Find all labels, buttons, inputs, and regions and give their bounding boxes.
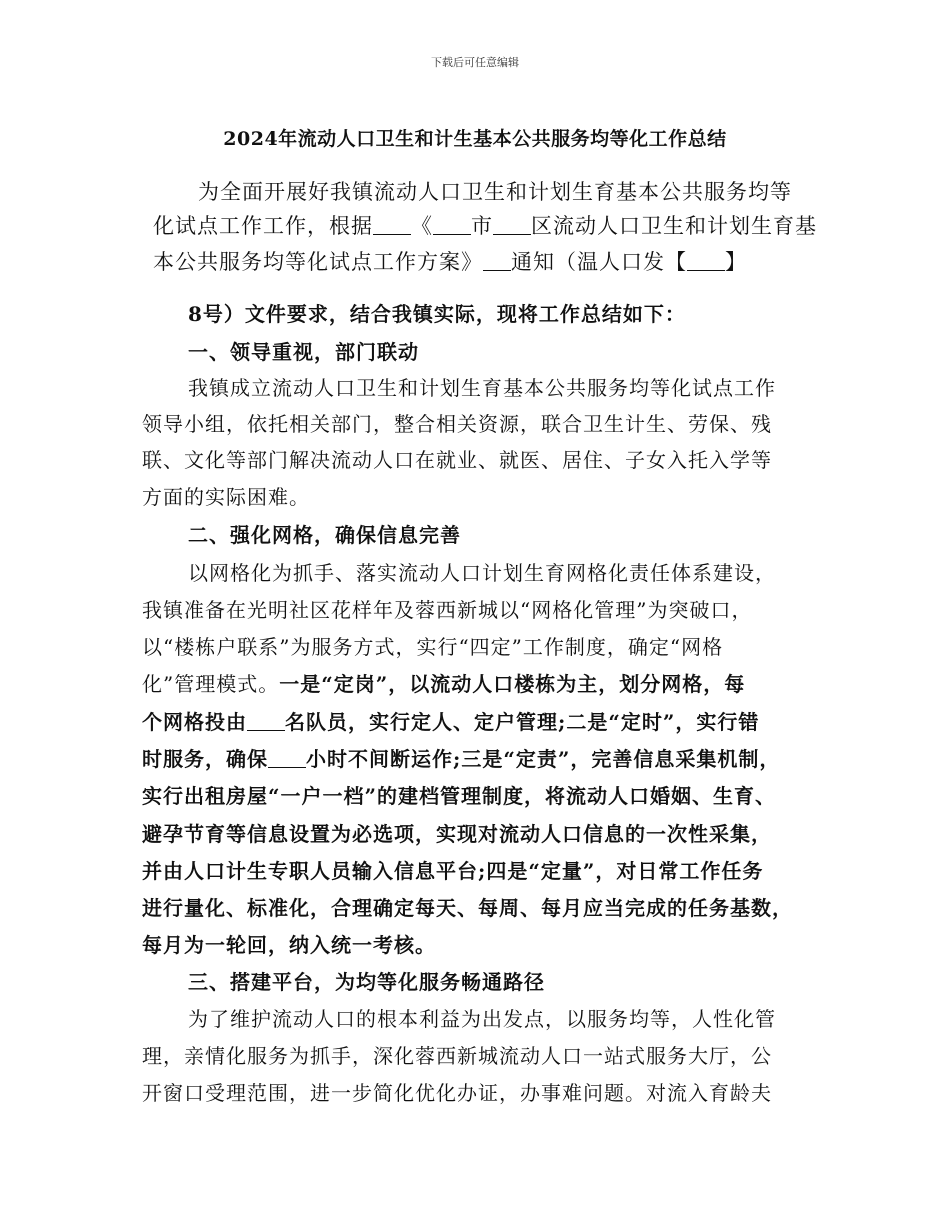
paragraph-line: 实行出租房屋“一户一档”的建档管理制度，将流动人口婚姻、生育、 — [142, 784, 777, 808]
paragraph-line: 并由人口计生专职人员输入信息平台;四是“定量”，对日常工作任务 — [142, 859, 764, 883]
document-title: 2024年流动人口卫生和计生基本公共服务均等化工作总结 — [223, 128, 727, 150]
paragraph-line: 以网格化为抓手、落实流动人口计划生育网格化责任体系建设， — [188, 561, 776, 585]
paragraph-line: 联、文化等部门解决流动人口在就业、就医、居住、子女入托入学等 — [142, 448, 772, 472]
paragraph-line: 进行量化、标准化，合理确定每天、每周、每月应当完成的任务基数， — [142, 896, 793, 920]
intro-line-4: 8号）文件要求，结合我镇实际，现将工作总结如下： — [188, 302, 686, 326]
paragraph-line: 每月为一轮回，纳入统一考核。 — [142, 933, 436, 957]
blank — [493, 216, 531, 235]
section-3-heading: 三、搭建平台，为均等化服务畅通路径 — [188, 970, 545, 994]
blank — [433, 216, 471, 235]
blank — [373, 216, 411, 235]
section-2-heading: 二、强化网格，确保信息完善 — [188, 523, 461, 547]
section-1-heading: 一、领导重视，部门联动 — [188, 340, 419, 364]
paragraph-line: 方面的实际困难。 — [142, 485, 310, 509]
page-header: 下载后可任意编辑 — [431, 56, 519, 69]
intro-line-3: 本公共服务均等化试点工作方案》 通知（温人口发【 】 — [153, 250, 747, 274]
intro-line-2: 化试点工作工作，根据 《 市 区流动人口卫生和计划生育基 — [153, 214, 817, 238]
paragraph-line: 避孕节育等信息设置为必选项，实现对流动人口信息的一次性采集， — [142, 822, 772, 846]
paragraph-line: 化”管理模式。一是“定岗”，以流动人口楼栋为主，划分网格，每 — [142, 672, 746, 696]
paragraph-line: 理，亲情化服务为抓手，深化蓉西新城流动人口一站式服务大厅，公 — [142, 1044, 772, 1068]
paragraph-line: 时服务，确保 小时不间断运作;三是“定责”，完善信息采集机制， — [142, 747, 781, 771]
blank — [247, 712, 285, 731]
paragraph-line: 以“楼栋户联系”为服务方式，实行“四定”工作制度，确定“网格 — [142, 635, 724, 659]
paragraph-line: 我镇成立流动人口卫生和计划生育基本公共服务均等化试点工作 — [188, 376, 776, 400]
blank — [687, 252, 725, 271]
paragraph-line: 我镇准备在光明社区花样年及蓉西新城以“网格化管理”为突破口， — [142, 598, 753, 622]
blank — [483, 252, 511, 271]
paragraph-line: 领导小组，依托相关部门，整合相关资源，联合卫生计生、劳保、残 — [142, 412, 772, 436]
paragraph-line: 个网格投由 名队员，实行定人、定户管理;二是“定时”，实行错 — [142, 710, 760, 734]
paragraph-line: 开窗口受理范围，进一步简化优化办证，办事难问题。对流入育龄夫 — [142, 1081, 772, 1105]
intro-line-1: 为全面开展好我镇流动人口卫生和计划生育基本公共服务均等 — [198, 180, 792, 204]
paragraph-line: 为了维护流动人口的根本利益为出发点，以服务均等，人性化管 — [188, 1007, 776, 1031]
blank — [268, 749, 306, 768]
